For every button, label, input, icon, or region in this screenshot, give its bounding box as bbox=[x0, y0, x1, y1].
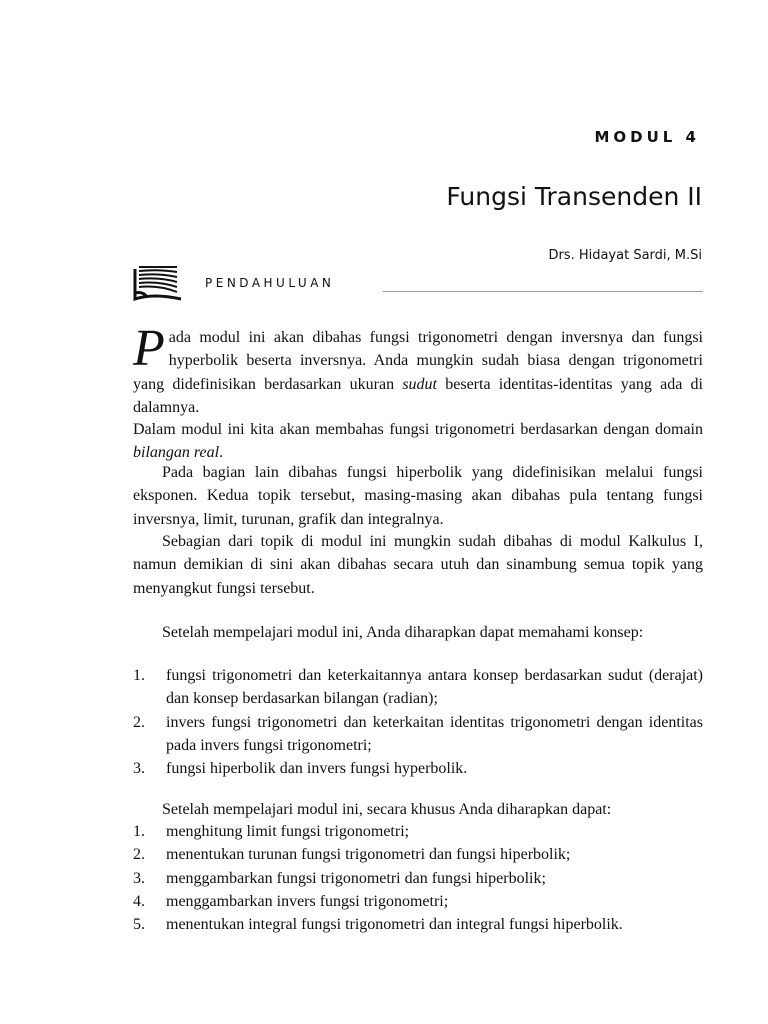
list-item bbox=[133, 843, 703, 866]
intro-paragraph-1 bbox=[133, 320, 704, 419]
list-text: fungsi trigonometri dan keterkaitannya antara konsep berdasarkan sudut (derajat) dan konsep berdasarkan bilangan (radian); bbox=[166, 667, 703, 708]
intro-p1-end: beserta identitas-identitas yang ada di dalamnya. bbox=[133, 375, 704, 416]
list-item bbox=[133, 664, 703, 711]
specific-objectives-lead: Setelah mempelajari modul ini, secara khusus Anda diharapkan dapat: bbox=[162, 801, 612, 818]
list-number: 1. bbox=[133, 667, 145, 684]
drop-cap: P bbox=[133, 320, 165, 377]
list-item bbox=[133, 757, 703, 780]
intro-p1-text: ada modul ini akan dibahas fungsi trigonometri dengan inversnya dan fungsi hyperbolik beserta inversnya. Anda mungkin sudah biasa dengan trigonometri yang didefinisikan berdasarkan ukuran bbox=[133, 329, 703, 393]
list-number: 2. bbox=[133, 713, 145, 731]
page-title: Fungsi Transenden II bbox=[446, 182, 702, 211]
list-text: menentukan turunan fungsi trigonometri dan fungsi hiperbolik; bbox=[166, 846, 571, 864]
list-item bbox=[133, 867, 703, 890]
list-text: menghitung limit fungsi trigonometri; bbox=[166, 823, 410, 840]
list-item bbox=[133, 890, 703, 913]
intro-p2-text: Dalam modul ini kita akan membahas fungsi trigonometri berdasarkan dengan domain bbox=[133, 421, 703, 438]
list-number: 5. bbox=[133, 916, 145, 934]
intro-p2-italic: bilangan real bbox=[133, 444, 220, 462]
section-heading: PENDAHULUAN bbox=[205, 276, 335, 290]
list-item bbox=[133, 711, 703, 758]
intro-paragraph-3: Pada bagian lain dibahas fungsi hiperbolik yang didefinisikan melalui fungsi eksponen. Kedua topik tersebut, masing-masing akan dibahas pula tentang fungsi inversnya, limit, turunan, grafik dan integralnya. bbox=[133, 464, 703, 528]
book-pages-icon bbox=[133, 263, 183, 303]
list-number: 3. bbox=[133, 760, 145, 778]
list-text: menggambarkan invers fungsi trigonometri; bbox=[166, 892, 449, 910]
intro-paragraph-4: Sebagian dari topik di modul ini mungkin sudah dibahas di modul Kalkulus I, namun demikian di sini akan dibahas secara utuh dan sinambung semua topik yang menyangkut fungsi tersebut. bbox=[133, 533, 703, 597]
list-item bbox=[133, 820, 703, 843]
section-divider bbox=[383, 291, 703, 292]
intro-p2-end: . bbox=[219, 444, 224, 462]
intro-paragraph-2 bbox=[133, 418, 703, 465]
list-item bbox=[133, 913, 703, 936]
general-objectives-list bbox=[133, 664, 703, 780]
list-text: menggambarkan fungsi trigonometri dan fungsi hiperbolik; bbox=[166, 869, 546, 887]
list-number: 2. bbox=[133, 846, 145, 864]
author-name: Drs. Hidayat Sardi, M.Si bbox=[548, 248, 702, 263]
list-text: fungsi hiperbolik dan invers fungsi hyperbolik. bbox=[166, 760, 468, 778]
intro-p1-italic: sudut bbox=[402, 375, 437, 393]
list-text: invers fungsi trigonometri dan keterkaitan identitas trigonometri dengan identitas pada invers fungsi trigonometri; bbox=[166, 713, 703, 754]
list-number: 4. bbox=[133, 892, 145, 910]
module-label: MODUL 4 bbox=[594, 128, 700, 146]
list-number: 3. bbox=[133, 869, 145, 887]
general-objectives-lead: Setelah mempelajari modul ini, Anda diharapkan dapat memahami konsep: bbox=[162, 624, 644, 641]
specific-objectives-list bbox=[133, 820, 703, 936]
list-number: 1. bbox=[133, 823, 145, 840]
list-text: menentukan integral fungsi trigonometri dan integral fungsi hiperbolik. bbox=[166, 916, 623, 934]
